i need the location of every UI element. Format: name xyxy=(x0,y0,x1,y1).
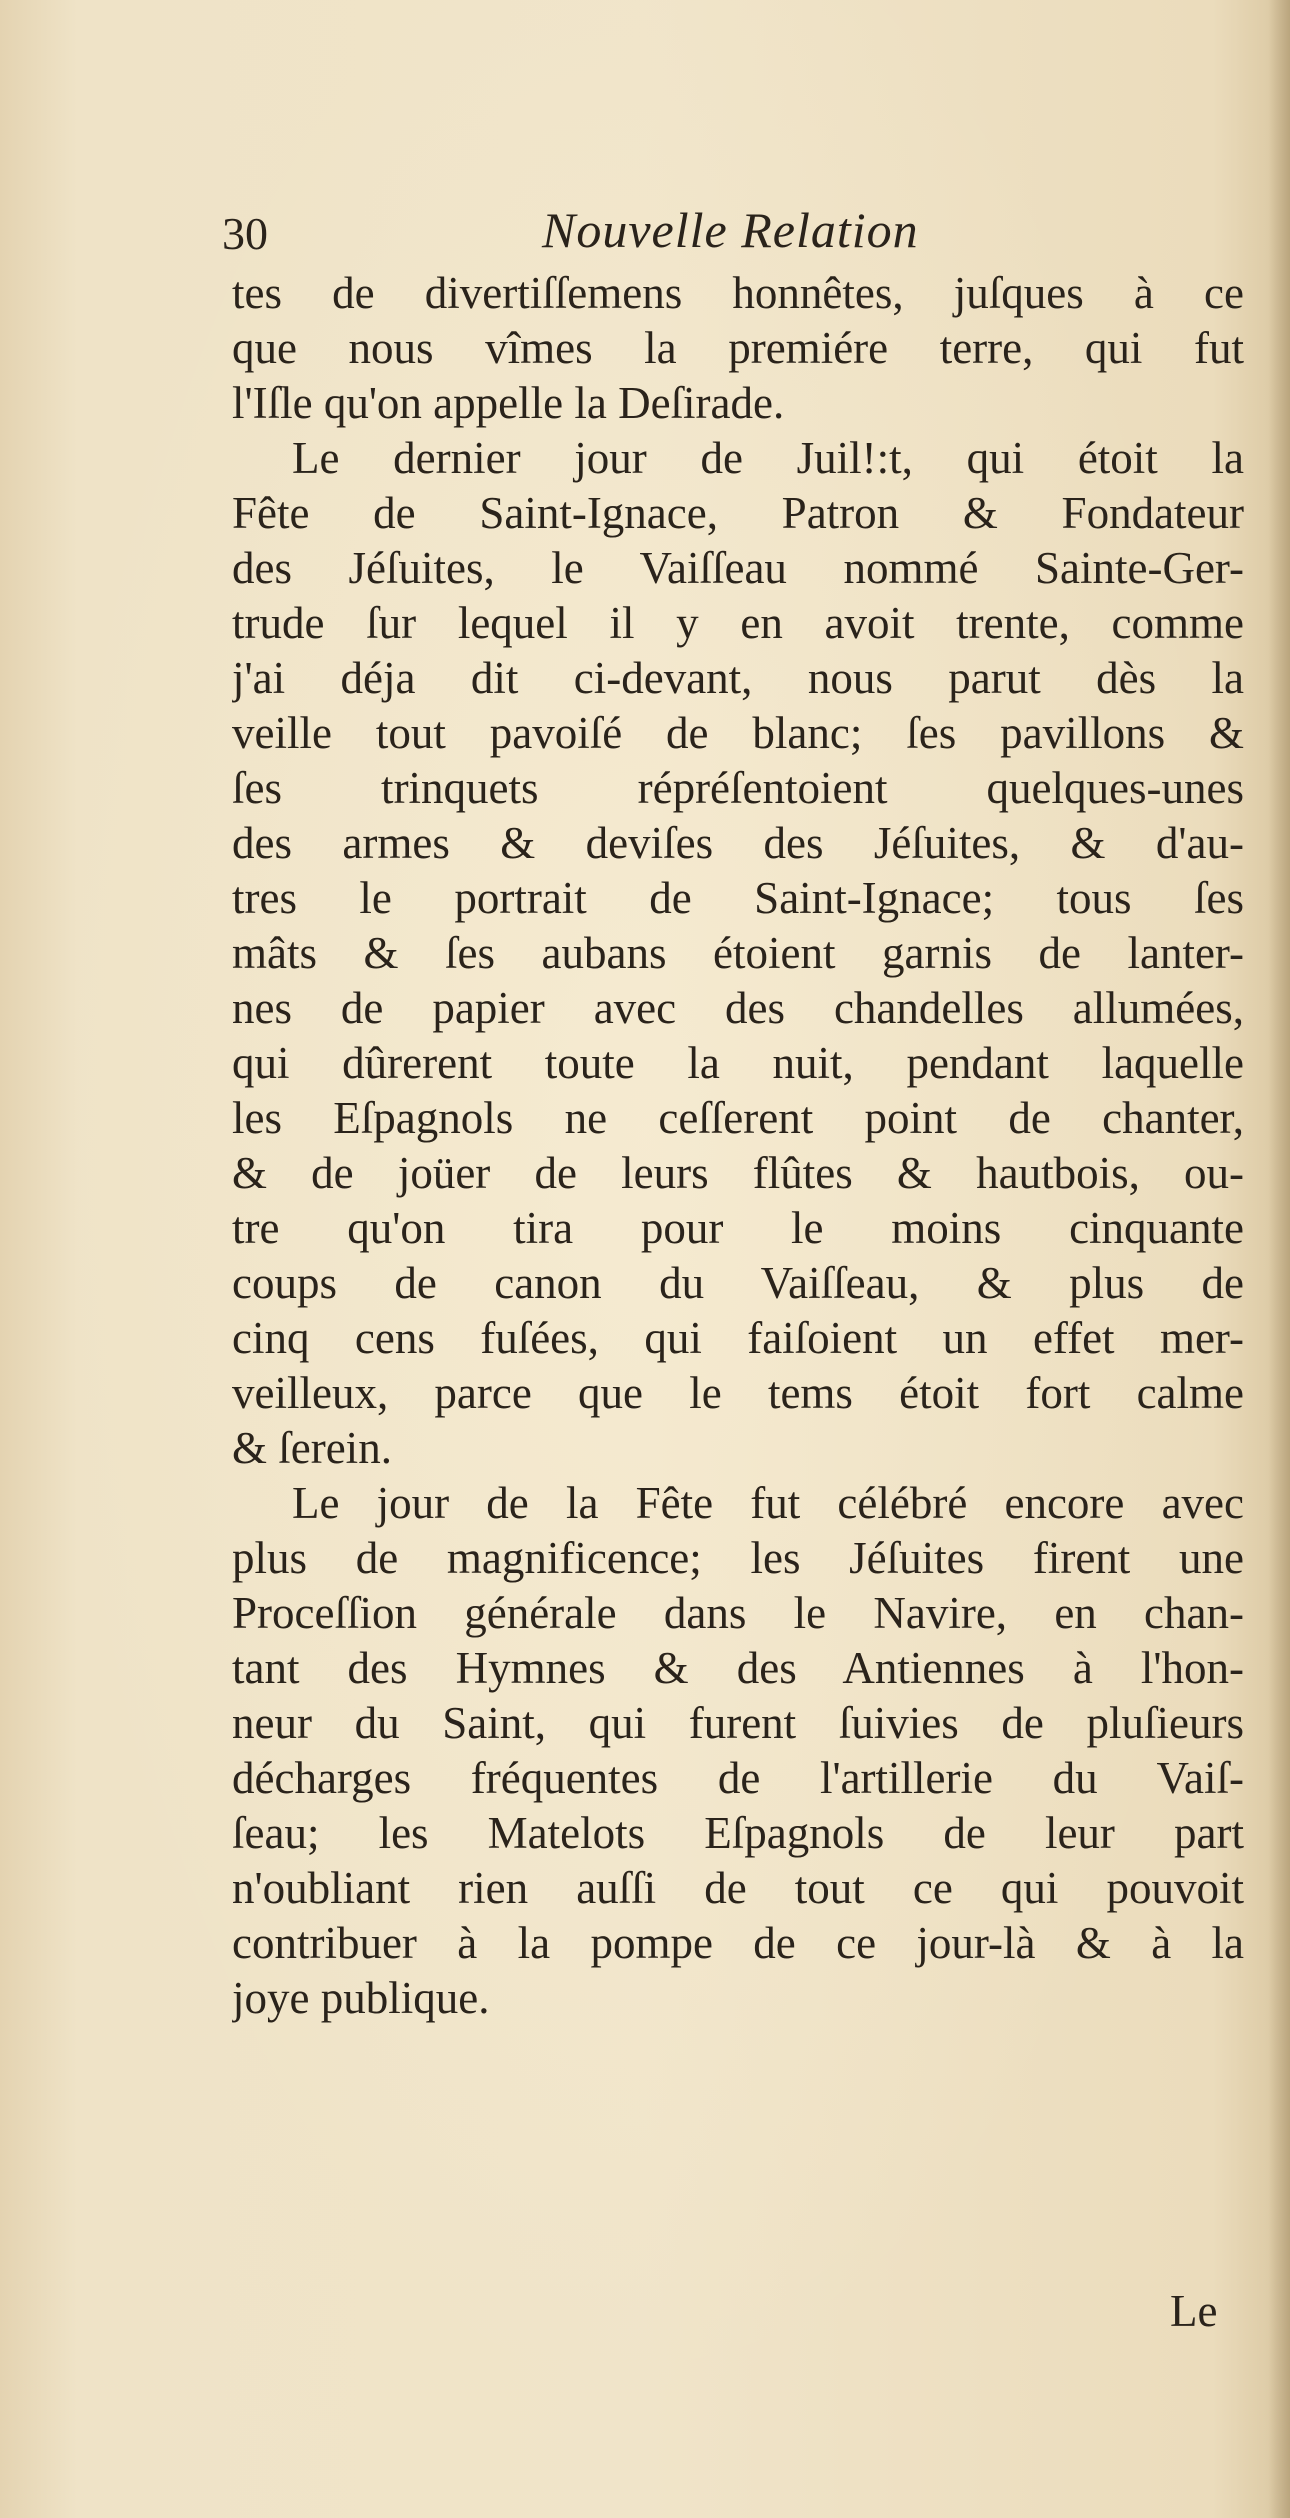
text-line: ſeau; les Matelots Eſpagnols de leur part xyxy=(232,1808,1244,1858)
text-line: Fête de Saint-Ignace, Patron & Fondateur xyxy=(232,488,1244,538)
text-line: décharges fréquentes de l'artillerie du Vaiſ- xyxy=(232,1753,1244,1803)
text-line: trude ſur lequel il y en avoit trente, comme xyxy=(232,598,1244,648)
page-edge-shadow xyxy=(1268,0,1290,2518)
text-line: qui dûrerent toute la nuit, pendant laquelle xyxy=(232,1038,1244,1088)
running-title: Nouvelle Relation xyxy=(542,202,919,258)
text-line: j'ai déja dit ci-devant, nous parut dès la xyxy=(232,653,1244,703)
text-line: veilleux, parce que le tems étoit fort calme xyxy=(232,1368,1244,1418)
text-line: les Eſpagnols ne ceſſerent point de chanter, xyxy=(232,1093,1244,1143)
text-line: l'Iſle qu'on appelle la Deſirade. xyxy=(232,378,785,428)
text-line: tre qu'on tira pour le moins cinquante xyxy=(232,1203,1244,1253)
text-line: tres le portrait de Saint-Ignace; tous ſes xyxy=(232,873,1244,923)
text-line: nes de papier avec des chandelles allumées, xyxy=(232,983,1244,1033)
text-line: joye publique. xyxy=(232,1973,490,2023)
text-line: des armes & deviſes des Jéſuites, & d'au- xyxy=(232,818,1244,868)
text-line: cinq cens fuſées, qui faiſoient un effet mer- xyxy=(232,1313,1244,1363)
text-line: plus de magnificence; les Jéſuites firent une xyxy=(232,1533,1244,1583)
page-number: 30 xyxy=(222,208,268,259)
text-line: neur du Saint, qui furent ſuivies de pluſieurs xyxy=(232,1698,1244,1748)
text-line: tes de divertiſſemens honnêtes, juſques à ce xyxy=(232,268,1244,318)
text-line: & de joüer de leurs flûtes & hautbois, ou- xyxy=(232,1148,1244,1198)
body-text xyxy=(232,266,1244,2026)
paragraph-start-line: Le jour de la Fête fut célébré encore avec xyxy=(292,1478,1244,1528)
text-line: Proceſſion générale dans le Navire, en chan- xyxy=(232,1588,1244,1638)
text-line: coups de canon du Vaiſſeau, & plus de xyxy=(232,1258,1244,1308)
text-line: contribuer à la pompe de ce jour-là & à la xyxy=(232,1918,1244,1968)
text-line: & ſerein. xyxy=(232,1423,392,1473)
text-line: des Jéſuites, le Vaiſſeau nommé Sainte-Ger- xyxy=(232,543,1244,593)
text-line: mâts & ſes aubans étoient garnis de lanter- xyxy=(232,928,1244,978)
text-line: n'oubliant rien auſſi de tout ce qui pouvoit xyxy=(232,1863,1244,1913)
text-line: veille tout pavoiſé de blanc; ſes pavillons & xyxy=(232,708,1244,758)
text-line: tant des Hymnes & des Antiennes à l'hon- xyxy=(232,1643,1244,1693)
text-line: que nous vîmes la premiére terre, qui fut xyxy=(232,323,1244,373)
page-header xyxy=(222,196,1252,266)
text-line: ſes trinquets répréſentoient quelques-unes xyxy=(232,763,1244,813)
paragraph-start-line: Le dernier jour de Juil!:t, qui étoit la xyxy=(292,433,1244,483)
catchword: Le xyxy=(1170,2286,1218,2336)
